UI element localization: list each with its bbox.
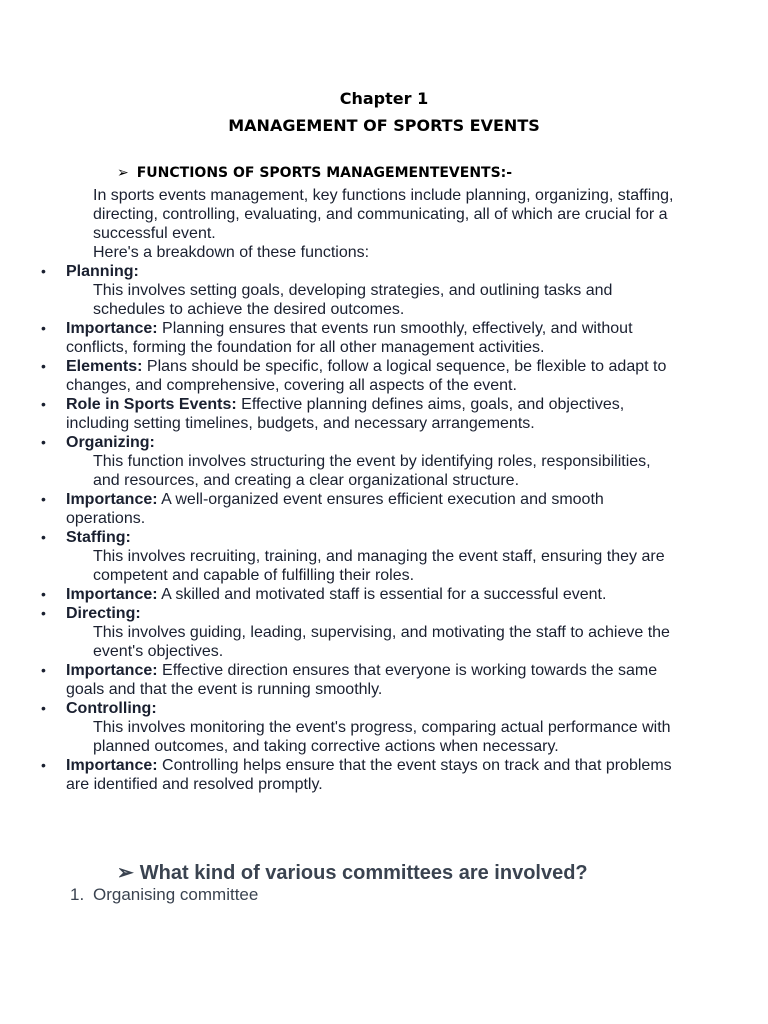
bullet-term: Organizing:	[66, 434, 155, 451]
bullet-item	[0, 395, 768, 433]
bullet-description: This involves monitoring the event's progress, comparing actual performance with planned outcomes, and taking corrective actions when necessary.	[93, 719, 671, 755]
bullet-term: Staffing:	[66, 529, 131, 546]
bullet-description: This involves setting goals, developing strategies, and outlining tasks and schedules to achieve the desired outcomes.	[93, 282, 613, 318]
bullet-item	[0, 357, 768, 395]
bullet-term: Importance:	[66, 491, 158, 508]
bullet-item	[0, 490, 768, 528]
intro-paragraph: Here's a breakdown of these functions:	[93, 244, 370, 261]
chapter-title: MANAGEMENT OF SPORTS EVENTS	[228, 116, 540, 135]
bullet-item	[0, 756, 768, 794]
numbered-list-item	[70, 885, 258, 905]
bullet-item	[0, 585, 768, 604]
intro-paragraph: In sports events management, key functions include planning, organizing, staffing, directing, controlling, evaluating, and communicating, all of which are crucial for a successful event.	[93, 187, 674, 242]
bullet-description: This function involves structuring the event by identifying roles, responsibilities, and resources, and creating a clear organizational structure.	[93, 453, 651, 489]
bullet-text: Effective direction ensures that everyone is working towards the same goals and that the event is running smoothly.	[66, 662, 658, 698]
bullet-term: Elements:	[66, 358, 143, 375]
list-number: 1.	[70, 885, 85, 904]
bullet-description: This involves recruiting, training, and managing the event staff, ensuring they are competent and capable of fulfilling their roles.	[93, 548, 665, 584]
bullet-item	[0, 433, 768, 452]
bullet-item	[0, 661, 768, 699]
document-body	[0, 186, 768, 794]
arrow-bullet-icon: ➢	[117, 165, 129, 181]
chapter-label: Chapter 1	[339, 89, 429, 108]
bullet-description: This involves guiding, leading, supervising, and motivating the staff to achieve the event's objectives.	[93, 624, 670, 660]
bullet-term: Importance:	[66, 586, 158, 603]
bullet-text: Plans should be specific, follow a logical sequence, be flexible to adapt to changes, and comprehensive, covering all aspects of the event.	[66, 358, 667, 394]
bullet-item	[0, 528, 768, 547]
bullet-term: Importance:	[66, 757, 158, 774]
bullet-term: Importance:	[66, 320, 158, 337]
bullet-item	[0, 262, 768, 281]
section-heading-text: FUNCTIONS OF SPORTS MANAGEMENTEVENTS:-	[136, 165, 513, 181]
bullet-text: Planning ensures that events run smoothly, effectively, and without conflicts, forming the foundation for all other management activities.	[66, 320, 633, 356]
question-heading-text: What kind of various committees are involved?	[139, 862, 588, 884]
bullet-term: Directing:	[66, 605, 141, 622]
bullet-item	[0, 699, 768, 718]
bullet-item	[0, 604, 768, 623]
question-heading	[117, 860, 588, 885]
bullet-term: Planning:	[66, 263, 139, 280]
bullet-term: Controlling:	[66, 700, 157, 717]
section-heading	[117, 165, 512, 181]
bullet-term: Role in Sports Events:	[66, 396, 237, 413]
bullet-text: A well-organized event ensures efficient execution and smooth operations.	[66, 491, 604, 527]
bullet-term: Importance:	[66, 662, 158, 679]
bullet-item	[0, 319, 768, 357]
arrow-bullet-icon: ➢	[117, 862, 134, 884]
bullet-text: A skilled and motivated staff is essential for a successful event.	[157, 586, 607, 603]
bullet-text: Controlling helps ensure that the event stays on track and that problems are identified and resolved promptly.	[66, 757, 672, 793]
list-item-text: Organising committee	[93, 885, 259, 904]
bullet-text: Effective planning defines aims, goals, and objectives, including setting timelines, budgets, and necessary arrangements.	[66, 396, 625, 432]
